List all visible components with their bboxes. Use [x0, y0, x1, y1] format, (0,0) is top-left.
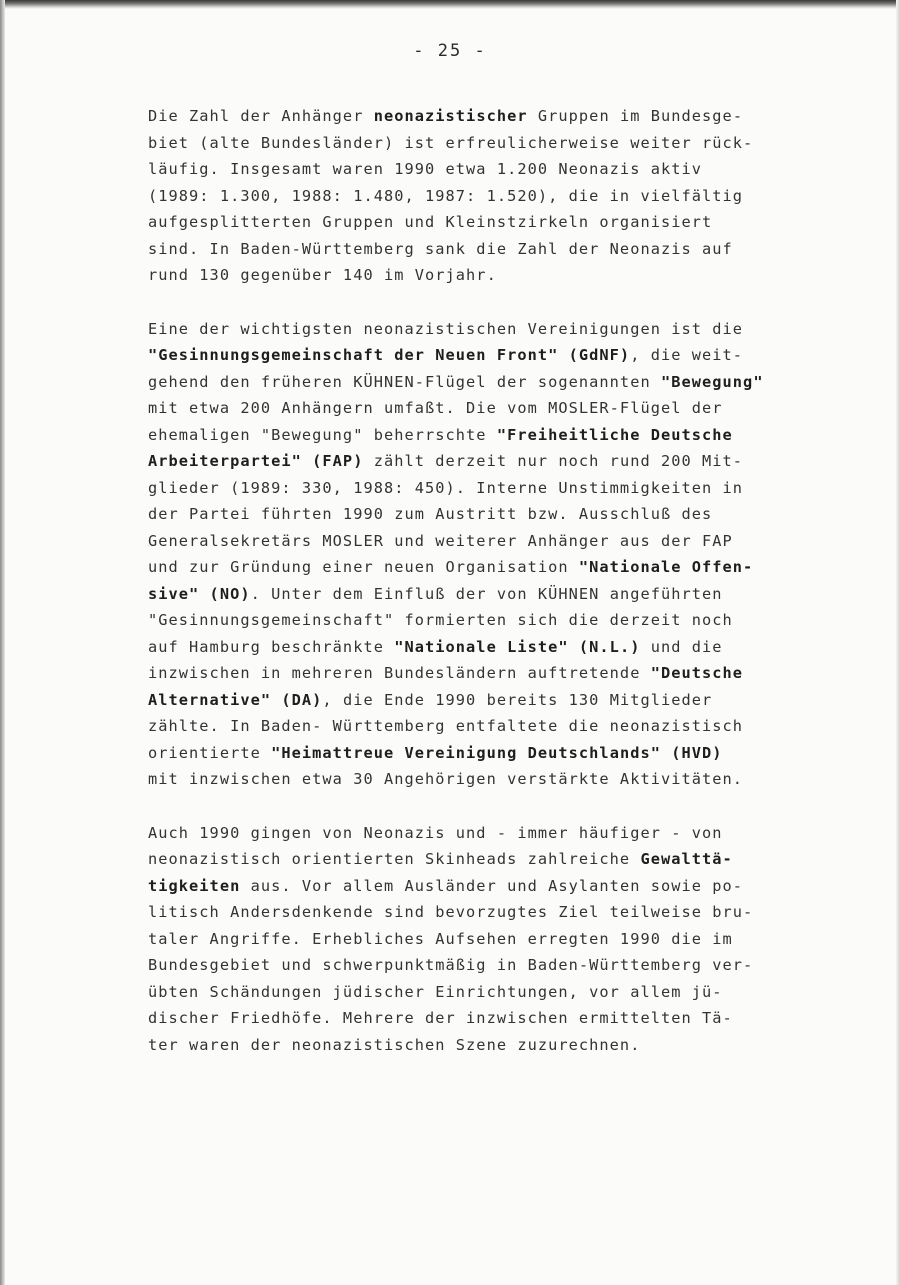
text-line: taler Angriffe. Erhebliches Aufsehen erregten 1990 die im — [148, 929, 733, 948]
bold-term: "Bewegung" — [660, 372, 764, 391]
text-line: Arbeiterpartei" (FAP) zählt derzeit nur noch rund 200 Mit- — [148, 452, 744, 470]
bold-term: Alternative" (DA) — [148, 690, 323, 709]
bold-term: "Freiheitliche Deutsche — [496, 425, 733, 444]
text-line: sind. In Baden-Württemberg sank die Zahl der Neonazis auf — [148, 239, 733, 258]
text-line: Die Zahl der Anhänger neonazistischer Gruppen im Bundesge- — [148, 107, 744, 125]
bold-term: "Deutsche — [650, 664, 744, 682]
page-number: - 25 - — [413, 41, 487, 61]
text-line: Eine der wichtigsten neonazistischen Vereinigungen ist die — [148, 319, 744, 338]
bold-term: Gewalttä- — [640, 850, 733, 868]
text-line: mit etwa 200 Anhängern umfaßt. Die vom MOSLER-Flügel der — [148, 399, 723, 417]
bold-term: Arbeiterpartei" (FAP) — [148, 452, 364, 470]
scan-right-edge — [896, 0, 900, 1285]
text-line: inzwischen in mehreren Bundesländern auftretende "Deutsche — [148, 664, 744, 682]
body-text — [148, 103, 828, 1058]
scan-top-edge — [0, 0, 900, 9]
text-line: discher Friedhöfe. Mehrere der inzwischen ermittelten Tä- — [148, 1009, 733, 1027]
text-line: Bundesgebiet und schwerpunktmäßig in Baden-Württemberg ver- — [148, 956, 754, 974]
text-line: rund 130 gegenüber 140 im Vorjahr. — [148, 266, 497, 284]
text-line: "Gesinnungsgemeinschaft der Neuen Front" (GdNF), die weit- — [148, 346, 744, 364]
text-line: zählte. In Baden- Württemberg entfaltete die neonazistisch — [148, 717, 744, 735]
text-line: orientierte "Heimattreue Vereinigung Deutschlands" (HVD) — [148, 743, 723, 762]
text-line: Generalsekretärs MOSLER und weiterer Anhänger aus der FAP — [148, 531, 733, 550]
bold-term: neonazistischer — [373, 107, 528, 125]
paragraph — [148, 316, 828, 793]
text-line: "Gesinnungsgemeinschaft" formierten sich die derzeit noch — [148, 611, 733, 629]
text-line: mit inzwischen etwa 30 Angehörigen verstärkte Aktivitäten. — [148, 770, 744, 788]
text-line: (1989: 1.300, 1988: 1.480, 1987: 1.520), die in vielfältig — [148, 186, 744, 205]
text-line: neonazistisch orientierten Skinheads zahlreiche Gewalttä- — [148, 850, 733, 868]
text-line: sive" (NO). Unter dem Einfluß der von KÜHNEN angeführten — [148, 584, 723, 603]
bold-term: "Gesinnungsgemeinschaft der Neuen Front" (GdNF) — [148, 346, 631, 364]
paragraph-gap — [148, 793, 828, 820]
bold-term: sive" (NO) — [148, 584, 251, 603]
paragraph — [148, 103, 828, 289]
text-line: Auch 1990 gingen von Neonazis und - immer häufiger - von — [148, 823, 723, 842]
paragraph — [148, 820, 828, 1059]
text-line: gehend den früheren KÜHNEN-Flügel der sogenannten "Bewegung" — [148, 372, 764, 391]
text-line: ter waren der neonazistischen Szene zuzurechnen. — [148, 1035, 641, 1054]
bold-term: "Nationale Liste" (N.L.) — [394, 637, 641, 656]
scan-left-edge — [0, 0, 5, 1285]
text-line: Alternative" (DA), die Ende 1990 bereits 130 Mitglieder — [148, 690, 713, 709]
text-line: übten Schändungen jüdischer Einrichtungen, vor allem jü- — [148, 982, 723, 1001]
bold-term: tigkeiten — [148, 876, 241, 895]
text-line: auf Hamburg beschränkte "Nationale Liste" (N.L.) und die — [148, 637, 723, 656]
bold-term: "Nationale Offen- — [578, 558, 754, 576]
paragraph-gap — [148, 289, 828, 316]
text-line: und zur Gründung einer neuen Organisation "Nationale Offen- — [148, 558, 754, 576]
text-line: glieder (1989: 330, 1988: 450). Interne Unstimmigkeiten in — [148, 478, 744, 497]
text-line: litisch Andersdenkende sind bevorzugtes Ziel teilweise bru- — [148, 903, 754, 921]
text-line: läufig. Insgesamt waren 1990 etwa 1.200 Neonazis aktiv — [148, 160, 703, 178]
bold-term: "Heimattreue Vereinigung Deutschlands" (HVD) — [271, 743, 723, 762]
text-line: biet (alte Bundesländer) ist erfreulicherweise weiter rück- — [148, 133, 754, 152]
text-line: der Partei führten 1990 zum Austritt bzw. Ausschluß des — [148, 505, 713, 523]
text-line: tigkeiten aus. Vor allem Ausländer und Asylanten sowie po- — [148, 876, 744, 895]
text-line: aufgesplitterten Gruppen und Kleinstzirkeln organisiert — [148, 213, 713, 231]
text-line: ehemaligen "Bewegung" beherrschte "Freiheitliche Deutsche — [148, 425, 733, 444]
